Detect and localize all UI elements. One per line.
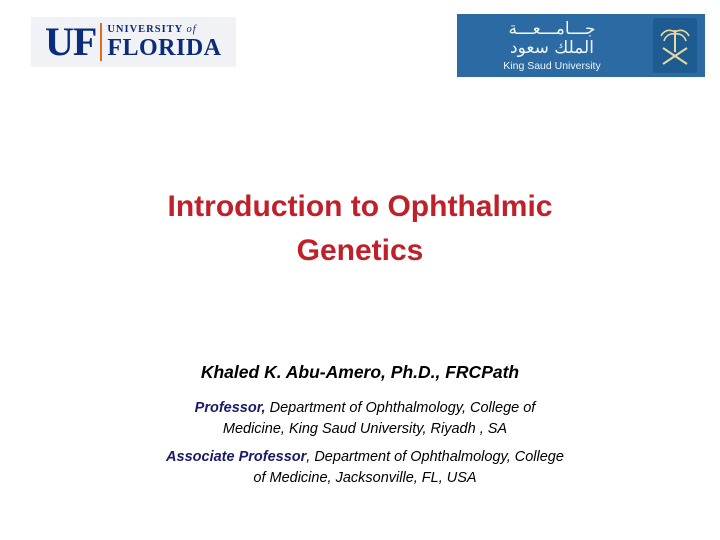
palm-swords-emblem-icon	[653, 18, 697, 73]
ksu-wordmark	[457, 14, 647, 77]
affiliation-role: Professor,	[194, 400, 266, 416]
affiliation-text: , Department of Ophthalmology, College	[306, 449, 564, 465]
king-saud-university-logo	[457, 14, 705, 77]
uf-university-of: UNIVERSITY of	[107, 24, 197, 35]
uf-monogram: UF	[45, 19, 97, 64]
affiliation-text: Department of Ophthalmology, College of	[265, 400, 536, 416]
affiliation-role: Associate Professor	[166, 449, 307, 465]
title-line-1: Introduction to Ophthalmic	[167, 190, 553, 223]
affiliation-line	[100, 398, 630, 419]
uf-divider	[100, 23, 102, 61]
author-name: Khaled K. Abu-Amero, Ph.D., FRCPath	[200, 362, 520, 382]
ksu-english-name: King Saud University	[503, 59, 601, 72]
university-of-florida-logo	[31, 17, 236, 67]
affiliation-associate-professor	[100, 447, 630, 489]
ksu-arabic-line1: جـــامـــعـــة	[508, 18, 596, 39]
affiliation-line	[100, 447, 630, 468]
uf-wordmark	[107, 24, 221, 60]
title-line-2: Genetics	[296, 234, 424, 267]
affiliation-professor	[100, 398, 630, 440]
affiliation-line: of Medicine, Jacksonville, FL, USA	[253, 470, 477, 486]
uf-florida: FLORIDA	[107, 35, 222, 61]
ksu-arabic-line2: الملك سعود	[510, 37, 594, 58]
affiliation-line: Medicine, King Saud University, Riyadh , SA	[222, 421, 508, 437]
slide-title	[60, 185, 660, 273]
